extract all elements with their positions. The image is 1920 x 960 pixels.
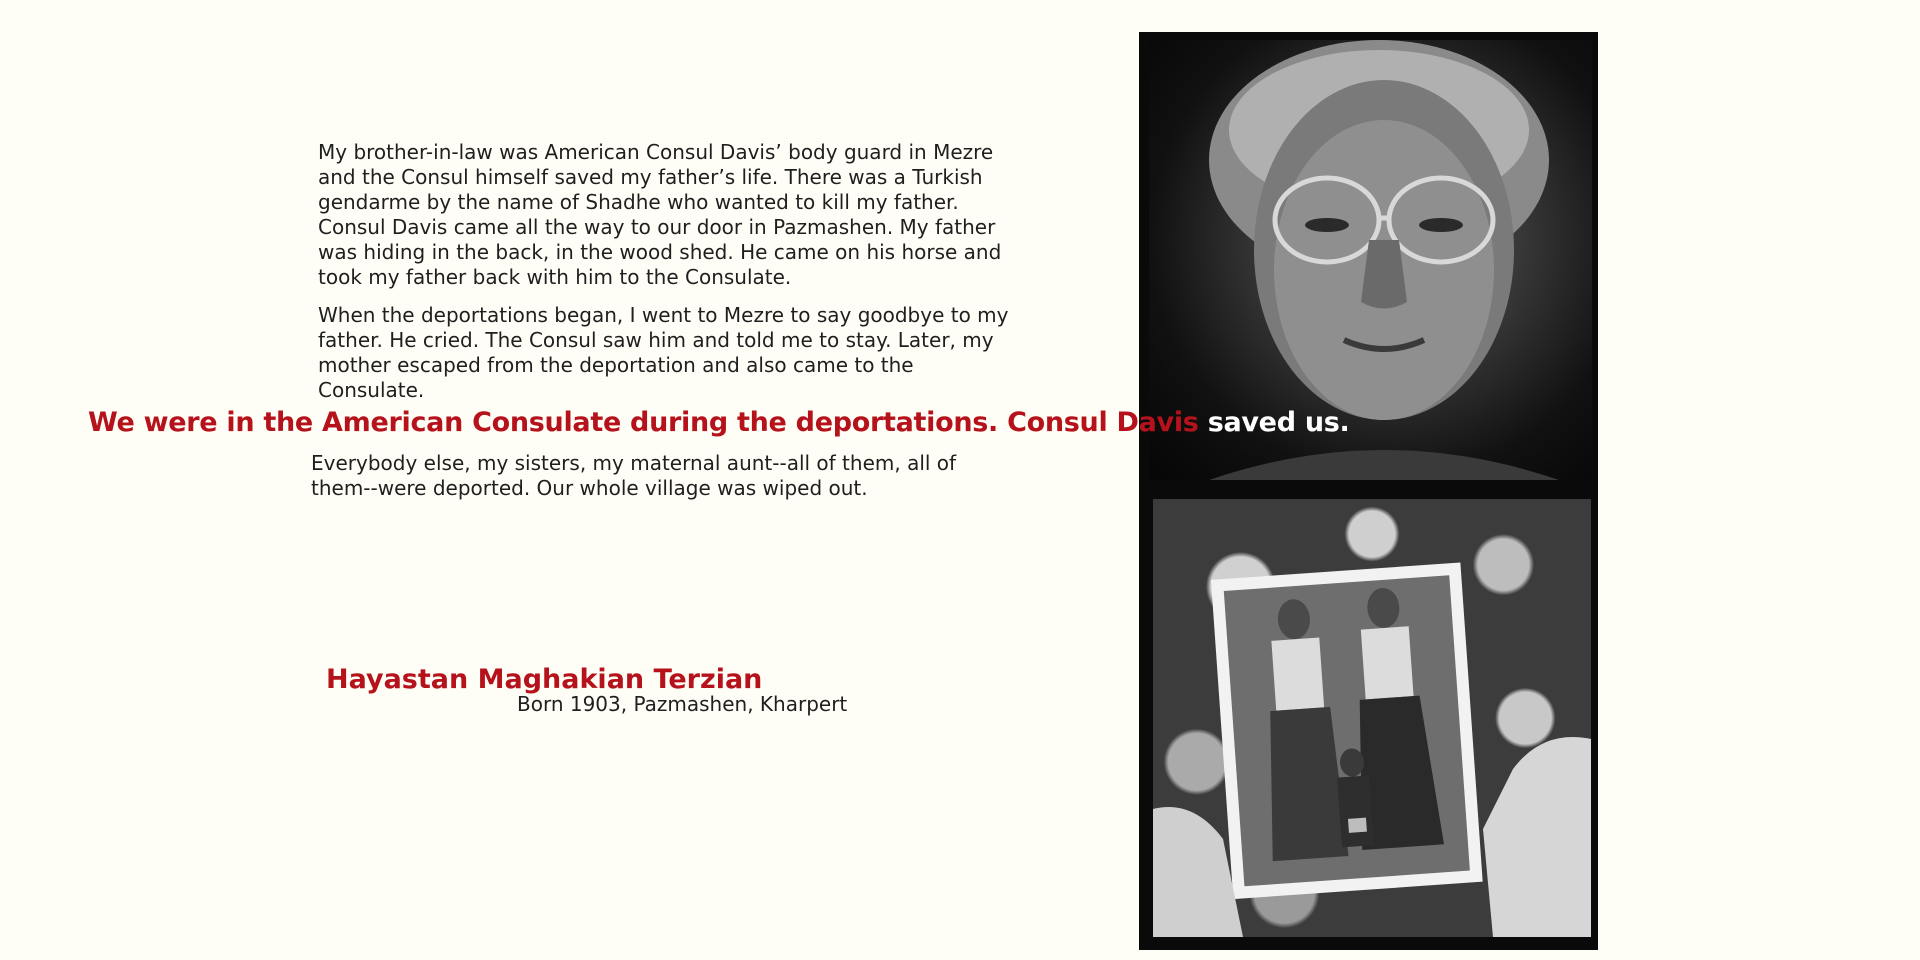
pull-quote-white: saved us. (1198, 407, 1350, 438)
story-paragraph-2: When the deportations began, I went to Mezre to say goodbye to my father. He cried. The Consul saw him and told me to stay. Later, my mother escaped from the deportation and also came to the Consulate. (318, 303, 1009, 402)
photo-panel (1139, 32, 1598, 950)
birth-info: Born 1903, Pazmashen, Kharpert (517, 692, 848, 716)
story-paragraph-3: Everybody else, my sisters, my maternal aunt--all of them, all of them--were deported. Our whole village was wiped out. (311, 451, 957, 500)
pull-quote (88, 406, 1349, 440)
story-paragraph-1: My brother-in-law was American Consul Davis’ body guard in Mezre and the Consul himself saved my father’s life. There was a Turkish gendarme by the name of Shadhe who wanted to kill my father. Consul Davis came all the way to our door in Pazmashen. My father was hiding in the back, in the wood shed. He came on his horse and took my father back with him to the Consulate. (318, 140, 1002, 289)
person-name: Hayastan Maghakian Terzian (326, 664, 763, 695)
held-photograph (1153, 499, 1591, 937)
pull-quote-red: We were in the American Consulate during the deportations. Consul Davis (88, 407, 1199, 438)
held-photograph-illustration (1153, 499, 1591, 937)
